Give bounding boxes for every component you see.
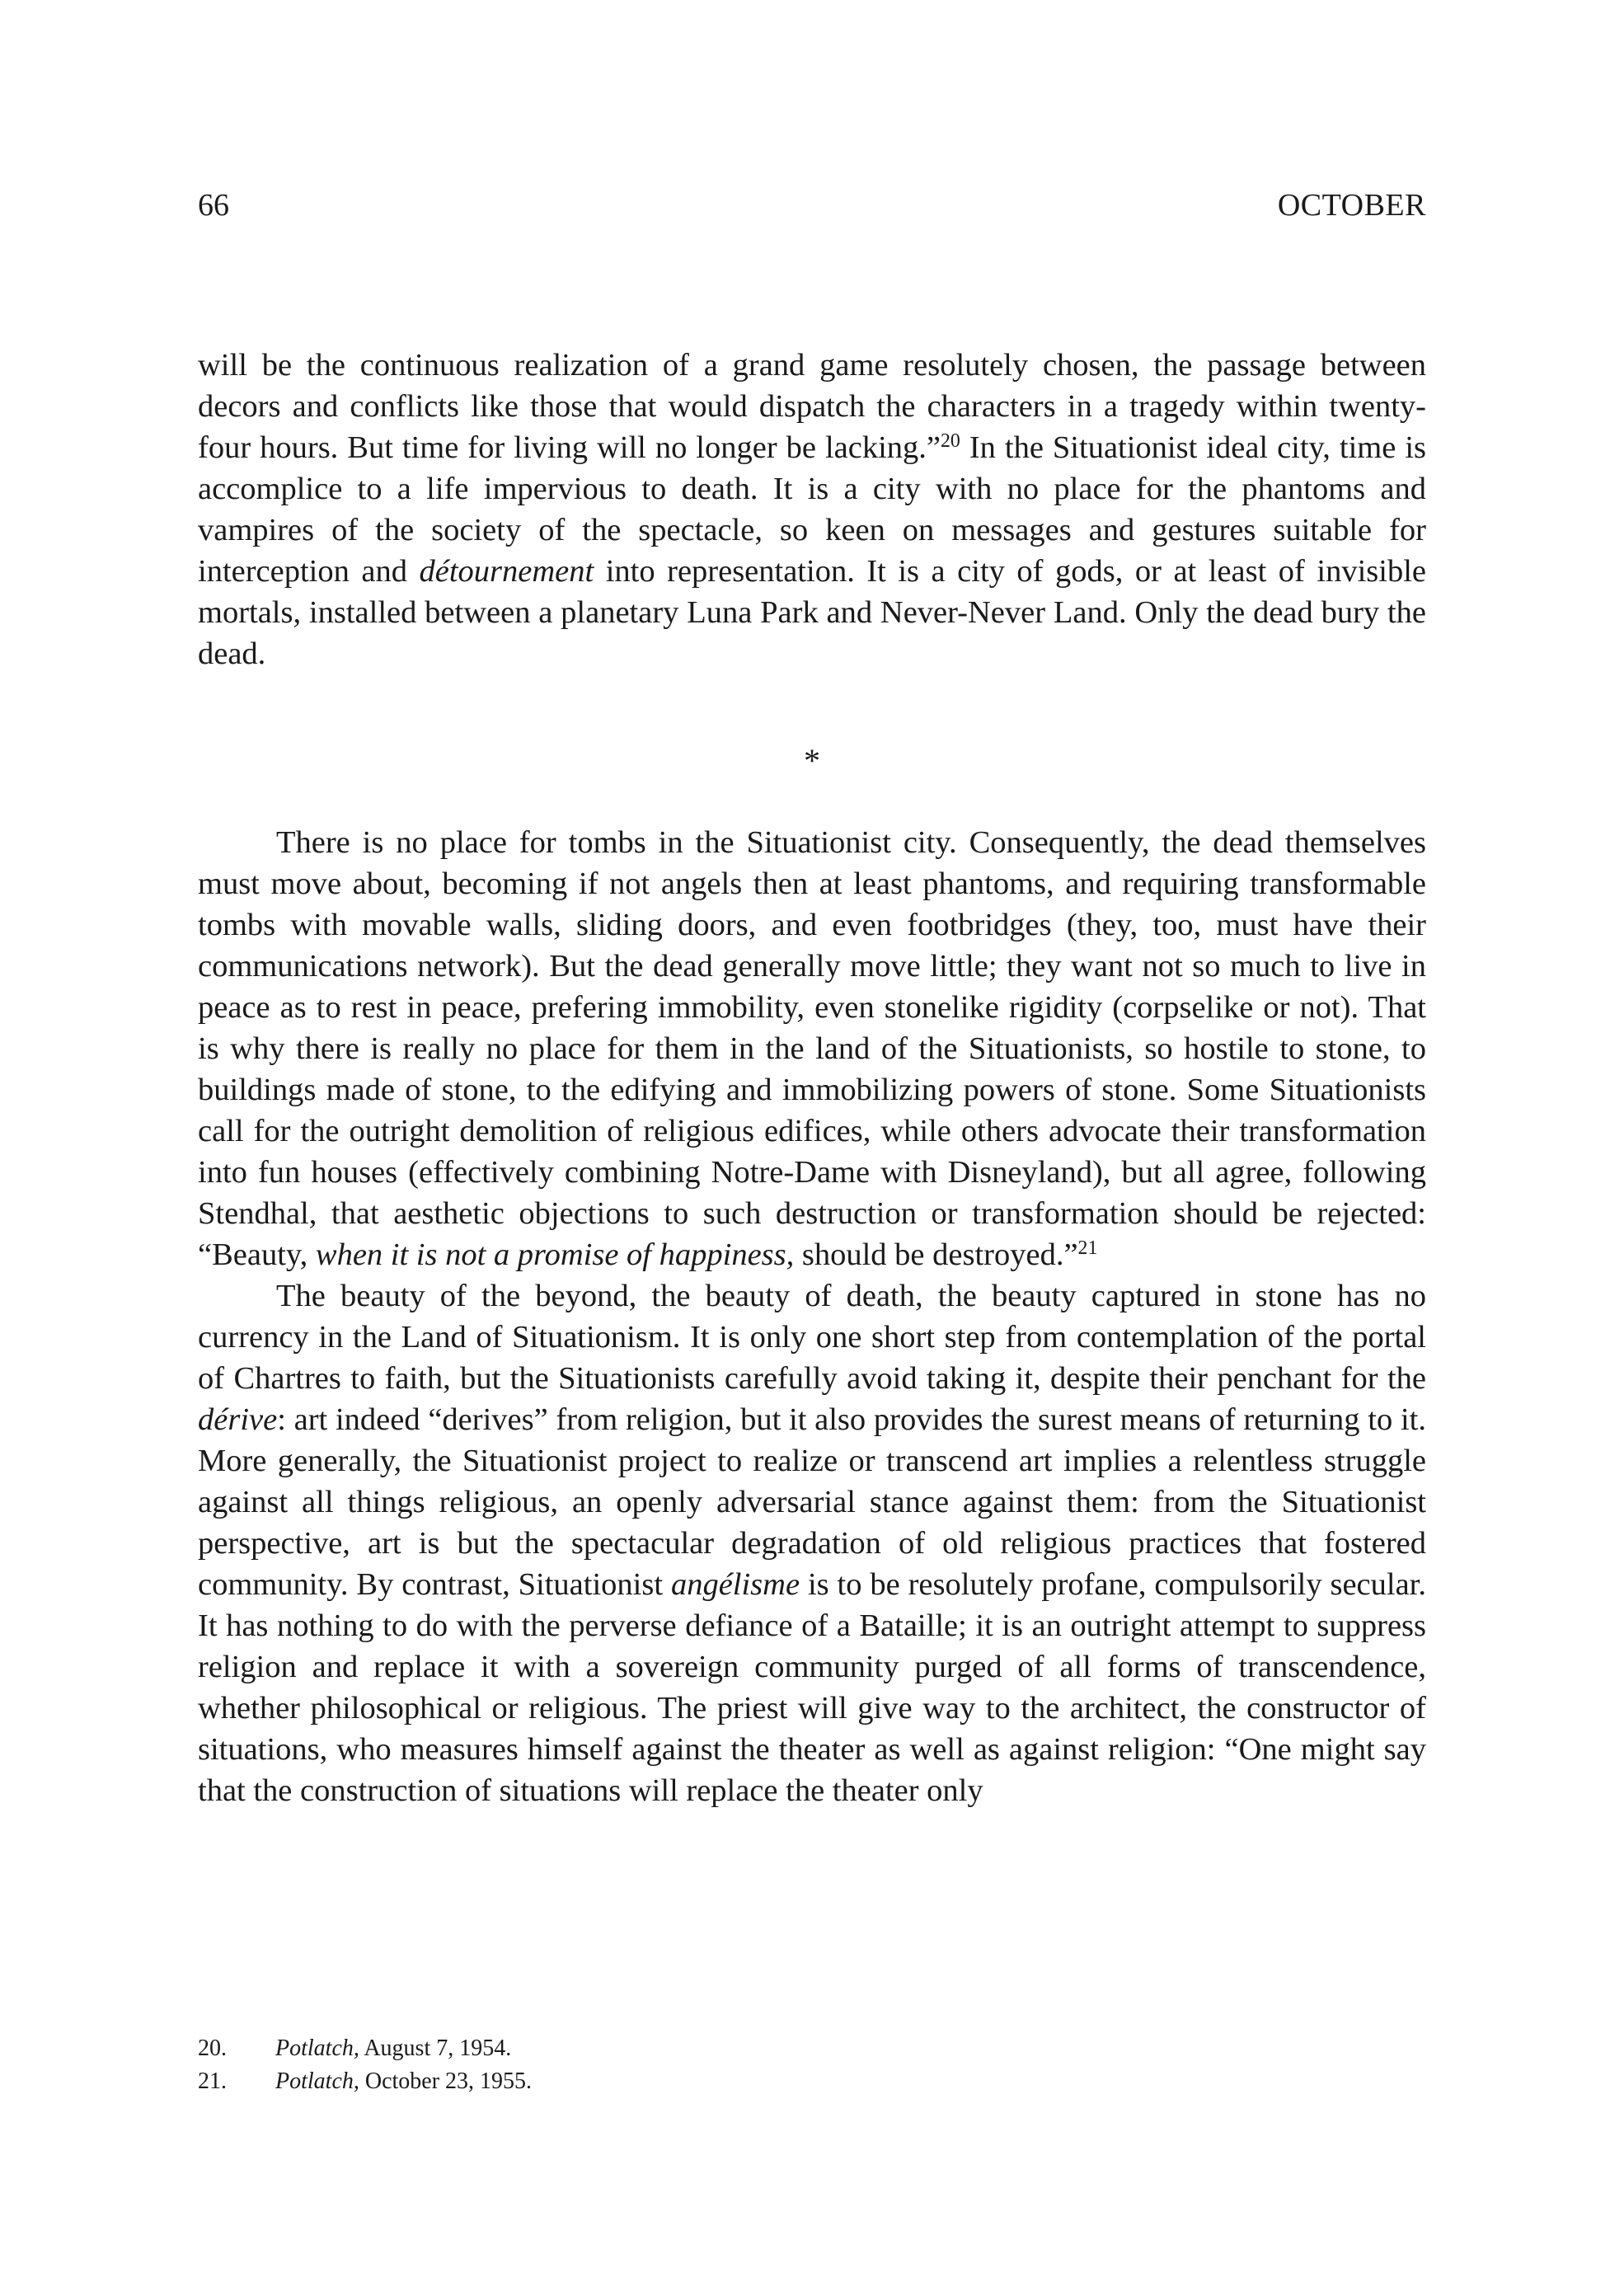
text-run: There is no place for tombs in the Situationist city. Consequently, the dead themselves must move about, becoming if not angels then at least phantoms, and requiring transformable tombs with movable walls, sliding doors, and even footbridges (they, too, must have their communications network). But the dead generally move little; they want not so much to live in peace as to rest in peace, prefering immobility, even stonelike rigidity (corpselike or not). That is why there is really no place for them in the land of the Situationists, so hostile to stone, to buildings made of stone, to the edifying and immobilizing powers of stone. Some Situationists call for the outright demolition of religious edifices, while others advocate their transformation into fun houses (effectively combining Notre-Dame with Disneyland), but all agree, following Stendhal, that aesthetic objections to such destruction or transformation should be rejected: “Beauty, xyxy=(198,825,1426,1272)
footnote-20 xyxy=(198,2032,1426,2065)
footnote-source: Potlatch, xyxy=(275,2068,359,2094)
text-run: should be destroyed.” xyxy=(794,1237,1078,1272)
paragraph xyxy=(198,822,1426,1275)
footnote-21 xyxy=(198,2065,1426,2098)
text-run: will be the continuous realization of a grand game resolutely chosen, the passage between decors and conflicts like those that would dispatch the characters in a tragedy within twenty-four hours. But time for living will no longer be lacking.” xyxy=(198,348,1426,465)
footnote-text xyxy=(275,2065,532,2098)
paragraph-continued xyxy=(198,345,1426,674)
footnote-text xyxy=(275,2032,511,2065)
footnote-source: Potlatch, xyxy=(275,2035,359,2061)
text-run: : art indeed “derives” from religion, but it also provides the surest means of returning to it. More generally, the Situationist project to realize or transcend art implies a relentless struggle against all things religious, an openly adversarial stance against them: from the Situationist perspective, art is but the spectacular degradation of old religious practices that fostered community. By contrast, Situationist xyxy=(198,1402,1426,1602)
running-head: OCTOBER xyxy=(1277,188,1426,223)
section-separator: * xyxy=(804,742,820,779)
footnote-detail: August 7, 1954. xyxy=(359,2035,512,2061)
footnote-detail: October 23, 1955. xyxy=(359,2068,533,2094)
text-run: The beauty of the beyond, the beauty of death, the beauty captured in stone has no currency in the Land of Situationism. It is only one short step from contemplation of the portal of Chartres to faith, but the Situationists carefully avoid taking it, despite their penchant for the xyxy=(198,1279,1426,1396)
italic-term: angélisme xyxy=(670,1567,800,1602)
footnote-number: 21. xyxy=(198,2068,227,2094)
page-number: 66 xyxy=(198,188,229,223)
text-block-main xyxy=(198,822,1426,1811)
italic-quote: when it is not a promise of happiness, xyxy=(315,1237,795,1272)
text-run: In the Situationist ideal city, time is accomplice to a life impervious to death. It is a city with no place for the phantoms and vampires of the society of the spectacle, so keen on messages and gestures suitable for interception and xyxy=(198,430,1426,589)
footnote-ref-21[interactable]: 21 xyxy=(1077,1237,1098,1259)
footnotes xyxy=(198,2032,1426,2098)
paragraph xyxy=(198,1275,1426,1811)
text-run: is to be resolutely profane, compulsorily secular. It has nothing to do with the perverse defiance of a Bataille; it is an outright attempt to suppress religion and replace it with a sovereign community purged of all forms of transcendence, whether philosophical or religious. The priest will give way to the architect, the constructor of situations, who measures himself against the theater as well as against religion: “One might say that the construction of situations will replace the theater only xyxy=(198,1567,1426,1808)
text-block-top xyxy=(198,345,1426,674)
page-header xyxy=(198,185,1426,226)
text-run: into representation. It is a city of gods, or at least of invisible mortals, installed between a planetary Luna Park and Never-Never Land. Only the dead bury the dead. xyxy=(198,554,1426,671)
italic-term: dérive xyxy=(198,1402,278,1437)
footnote-ref-20[interactable]: 20 xyxy=(941,430,960,452)
italic-term: détournement xyxy=(419,554,594,589)
footnote-number: 20. xyxy=(198,2035,227,2061)
